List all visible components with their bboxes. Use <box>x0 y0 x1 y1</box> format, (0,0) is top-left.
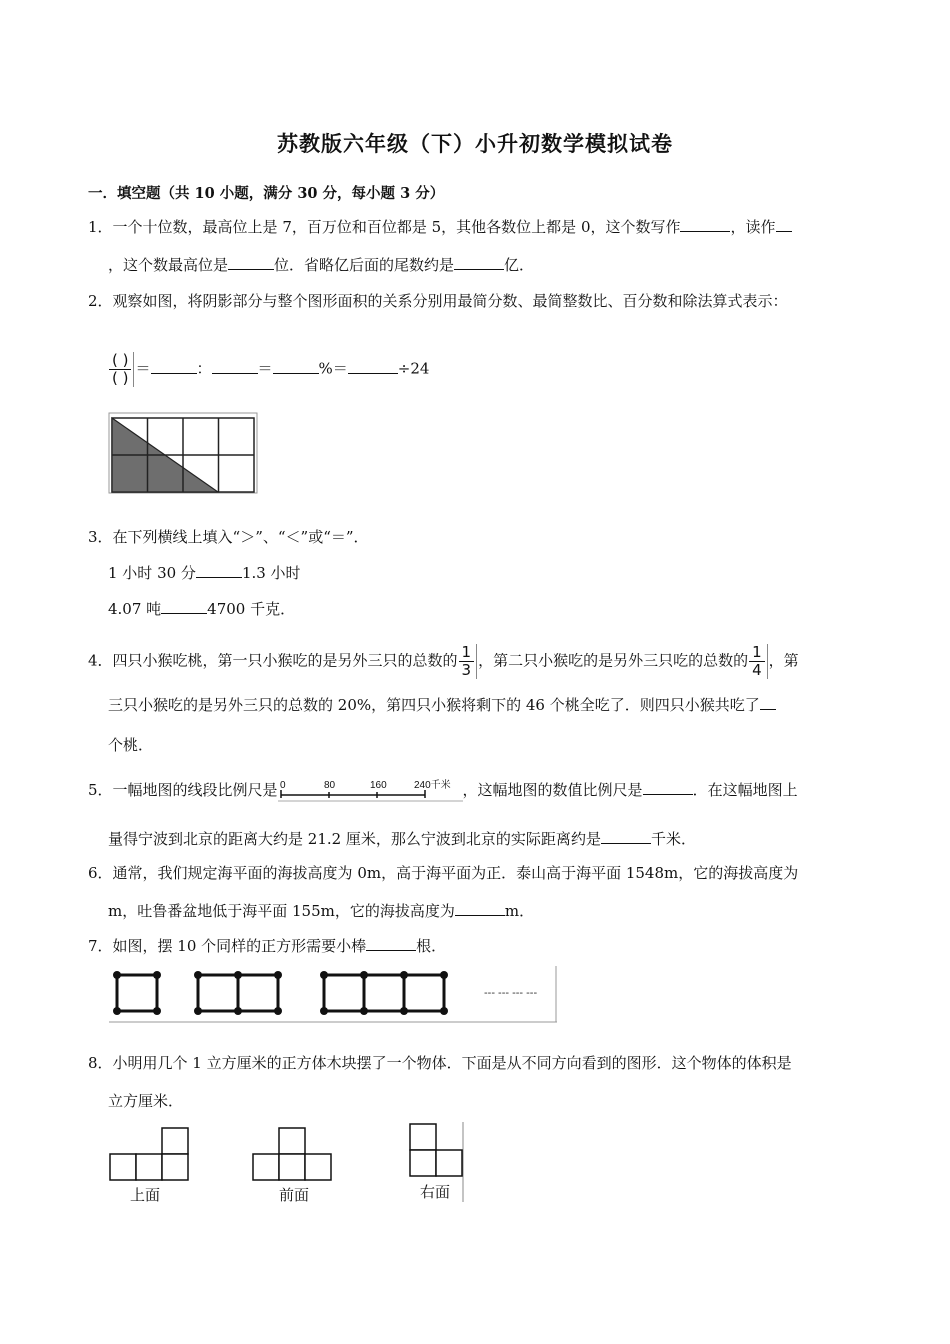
q7-one-square <box>117 975 157 1011</box>
q5-text-a: 5．一幅地图的线段比例尺是 <box>88 781 278 799</box>
q2-eq-1: ＝ <box>135 359 151 378</box>
question-6-line-2 <box>108 900 534 922</box>
q5-scale-svg <box>278 778 463 804</box>
q4-text-d: 三只小猴吃的是另外三只的总数的 20%，第四只小猴将剩下的 46 个桃全吃了．则四只小猴共吃了 <box>108 696 760 714</box>
q2-divisor: ÷24 <box>397 359 430 378</box>
q4-frac2-num: 1 <box>749 644 765 662</box>
question-3-text: 3．在下列横线上填入“＞”、“＜”或“＝”． <box>88 528 369 546</box>
q4-text-a: 4．四只小猴吃桃，第一只小猴吃的是另外三只的总数的 <box>88 651 458 670</box>
q5-blank-distance[interactable] <box>601 829 651 844</box>
q8-top-view <box>108 1124 193 1204</box>
question-3-item-a <box>108 562 301 584</box>
q2-blank-ratio-b[interactable] <box>212 359 258 374</box>
q1-blank-write[interactable] <box>680 217 730 232</box>
q2-blank-dividend[interactable] <box>348 359 398 374</box>
q1-text-c: ，这个数最高位是 <box>108 256 229 274</box>
section-heading: 一．填空题（共 10 小题，满分 30 分，每小题 3 分） <box>88 185 445 202</box>
q4-text-b: ，第二只小猴吃的是另外三只吃的总数的 <box>478 651 749 670</box>
q2-fraction <box>109 352 131 387</box>
scale-label-240: 240千米 <box>413 780 451 791</box>
question-1-line-2 <box>108 254 534 276</box>
q7-three-squares <box>324 975 444 1011</box>
q1-text-d: 位．省略亿后面的尾数约是 <box>274 256 455 274</box>
scale-label-80: 80 <box>323 780 335 791</box>
q4-text-c: ，第 <box>768 651 799 670</box>
q1-blank-approx[interactable] <box>454 255 504 270</box>
q2-frac-num[interactable]: ( ) <box>109 352 131 370</box>
q4-fraction-2 <box>749 644 765 679</box>
q4-frac1-den: 3 <box>461 661 472 679</box>
q6-blank-altitude[interactable] <box>455 901 505 916</box>
q2-blank-percent[interactable] <box>273 359 319 374</box>
page-title: 苏教版六年级（下）小升初数学模拟试卷 <box>277 131 673 156</box>
q3-b-right: 4700 千克． <box>207 600 296 618</box>
q7-blank-sticks[interactable] <box>366 936 416 951</box>
q1-text-b: ，读作 <box>730 218 776 236</box>
q1-text-e: 亿． <box>504 256 535 274</box>
q5-blank-scale[interactable] <box>643 780 693 795</box>
q2-eq-2: ＝ <box>257 359 273 378</box>
question-3-item-b <box>108 598 295 620</box>
q7-stick-squares-figure <box>108 964 558 1024</box>
q5-scale-bar <box>278 778 463 804</box>
q4-frac2-den: 4 <box>752 661 762 679</box>
q4-blank-total[interactable] <box>760 695 776 710</box>
q8-right-view <box>406 1120 466 1204</box>
question-2-text: 2．观察如图，将阴影部分与整个图形面积的关系分别用最简分数、最简整数比、百分数和除法算式表示： <box>88 292 788 310</box>
q3-b-left: 4.07 吨 <box>108 600 162 618</box>
q8-caption-top: 上面 <box>130 1186 161 1204</box>
question-5-line-1 <box>88 778 798 804</box>
q7-ellipsis: --- --- --- --- <box>484 987 538 999</box>
q3-blank-a[interactable] <box>196 563 242 578</box>
q6-text-b: m． <box>504 902 535 920</box>
q7-text-b: 根． <box>416 937 447 955</box>
q1-text-a: 1．一个十位数，最高位上是 7，百万位和百位都是 5，其他各数位上都是 0，这个数写作 <box>88 218 681 236</box>
q4-fraction-1 <box>459 644 475 679</box>
q8-caption-right: 右面 <box>420 1183 451 1201</box>
q8-front-view <box>251 1124 336 1204</box>
scale-label-0: 0 <box>279 780 286 791</box>
q5-text-d: 量得宁波到北京的距离大约是 21.2 厘米，那么宁波到北京的实际距离约是 <box>108 830 601 848</box>
q5-text-c: ．在这幅地图上 <box>692 781 798 799</box>
q8-caption-front: 前面 <box>279 1186 310 1204</box>
question-4-line-3: 个桃． <box>108 736 154 754</box>
q1-blank-highest[interactable] <box>228 255 274 270</box>
q5-text-e: 千米． <box>650 830 696 848</box>
question-4-line-2 <box>108 694 776 716</box>
question-7-text <box>88 935 446 957</box>
question-6-line-1: 6．通常，我们规定海平面的海拔高度为 0m，高于海平面为正．泰山高于海平面 1548m，它的海拔高度为 <box>88 864 799 882</box>
q4-frac1-num: 1 <box>459 644 475 662</box>
question-4-line-1 <box>88 644 799 679</box>
q7-text-a: 7．如图，摆 10 个同样的正方形需要小棒 <box>88 937 367 955</box>
q3-a-right: 1.3 小时 <box>241 564 301 582</box>
q2-percent-eq: %＝ <box>318 359 348 378</box>
question-2-answer-line <box>108 352 429 387</box>
question-5-line-2 <box>108 828 696 850</box>
scale-label-160: 160 <box>369 780 387 791</box>
q1-blank-read[interactable] <box>776 217 792 232</box>
q5-text-b: ，这幅地图的数值比例尺是 <box>462 781 643 799</box>
q3-a-left: 1 小时 30 分 <box>108 564 196 582</box>
q2-frac-den[interactable]: ( ) <box>112 369 129 387</box>
question-1-line-1 <box>88 216 792 238</box>
question-8-line-1: 8．小明用几个 1 立方厘米的正方体木块摆了一个物体．下面是从不同方向看到的图形．这个物体的体积是 <box>88 1054 792 1072</box>
question-8-line-2: 立方厘米． <box>108 1092 184 1110</box>
q6-text-a: m，吐鲁番盆地低于海平面 155m，它的海拔高度为 <box>108 902 455 920</box>
q2-grid-figure <box>108 412 260 496</box>
q2-blank-ratio-a[interactable] <box>151 359 197 374</box>
q3-blank-b[interactable] <box>161 599 207 614</box>
q2-colon: ： <box>196 359 212 378</box>
